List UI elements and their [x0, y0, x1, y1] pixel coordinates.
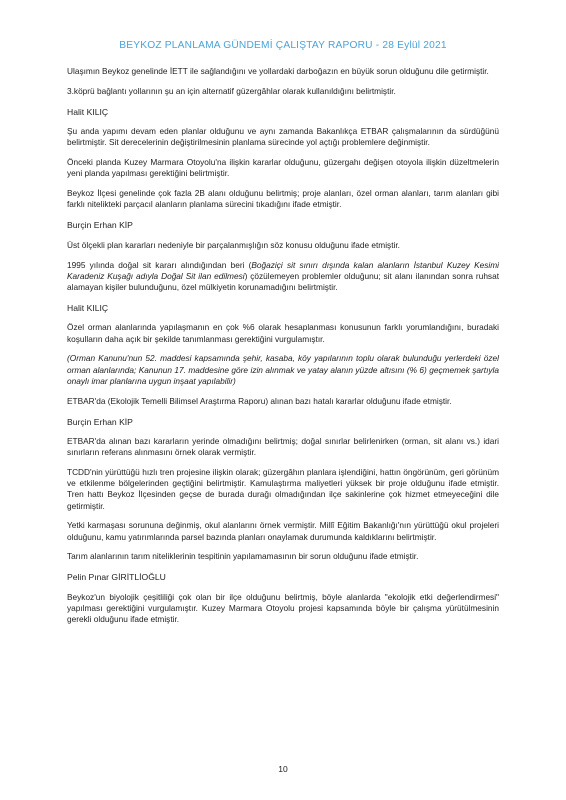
paragraph: TCDD'nin yürüttüğü hızlı tren projesine ilişkin olarak; güzergâhın planlara işlendiğini, hattın öngörünüm, geri görünüm ve etkilenme bölgelerinden geçtiğini belirtmiştir. Kamulaştırma maliyetleri yüksek bir proje olduğunu ifade etmiştir. Tren hattı Beykoz İlçesinden geçse de burada durağı olmadığından ilçe sakinlerine çok hizmet etmeyeceğini dile getirmiştir. [67, 466, 499, 511]
paragraph: Yetki karmaşası sorununa değinmiş, okul alanlarını örnek vermiştir. Millî Eğitim Bakanlığı'nın yürüttüğü okul projeleri olduğunu, kamu yatırımlarında parsel bazında planları onaylamak durumunda kaldıklarını belirtmiştir. [67, 520, 499, 542]
page-body [67, 66, 499, 634]
paragraph: Şu anda yapımı devam eden planlar olduğunu ve aynı zamanda Bakanlıkça ETBAR çalışmalarının da sürdüğünü belirtmiştir. Sit derecelerinin değiştirilmesinin planlama sürecinde yol açtığı problemlere değinmiştir. [67, 126, 499, 148]
speaker-name: Halit KILIÇ [67, 302, 109, 313]
speaker-name: Pelin Pınar GİRİTLİOĞLU [67, 572, 166, 583]
paragraph: Özel orman alanlarında yapılaşmanın en çok %6 olarak hesaplanması konusunun farklı yorumlandığını, buradaki koşulların daha açık bir şekilde tanımlanması gerektiğini vurgulamıştır. [67, 322, 499, 344]
paragraph: Beykoz'un biyolojik çeşitliliği çok olan bir ilçe olduğunu belirtmiş, böyle alanlarda "ekolojik etki değerlendirmesi" yapılması gerektiğini vurgulamıştır. Kuzey Marmara Otoyolu projesi kapsamında böyle bir çalışma yürütülmesinin gerekli olduğunu ifade etmiştir. [67, 591, 499, 625]
paragraph: ETBAR'da alınan bazı kararların yerinde olmadığını belirtmiş; doğal sınırlar belirlenirken (orman, sit alanı vs.) idari sınırların referans alınmasını örnek olarak vermiştir. [67, 435, 499, 458]
italic-quote: Boğaziçi sit sınırı dışında kalan alanların İstanbul Kuzey Kesimi Karadeniz Kuşağı adıyla Doğal Sit ilan edilmesi [67, 259, 499, 281]
paragraph: Önceki planda Kuzey Marmara Otoyolu'na ilişkin kararlar olduğunu, güzergahı değişen otoyola ilişkin düzeltmelerin yeni planda yapılması gerektiğini belirtmiştir. [67, 157, 499, 179]
paragraph: 3.köprü bağlantı yollarının şu an için alternatif güzergâhlar olarak kullanıldığını belirtmiştir. [67, 85, 396, 96]
speaker-name: Halit KILIÇ [67, 106, 109, 117]
paragraph-text: ) çözülemeyen problemler olduğunu; sit alanı ilanından sonra ruhsat alamayan kişiler bulunduğunu, özel mülkiyetin korunamadığını belirtmiştir. [67, 270, 499, 292]
paragraph: Ulaşımın Beykoz genelinde İETT ile sağlandığını ve yollardaki darboğazın en büyük sorun olduğunu dile getirmiştir. [67, 66, 489, 76]
speaker-name: Burçin Erhan KİP [67, 416, 133, 427]
paragraph: Tarım alanlarının tarım niteliklerinin tespitinin yapılamamasının bir sorun olduğunu ifade etmiştir. [67, 551, 419, 562]
page-number: 10 [278, 764, 288, 774]
paragraph: Beykoz İlçesi genelinde çok fazla 2B alanı olduğunu belirtmiş; proje alanları, özel orman alanları, tarım alanları gibi farklı nitelikteki parçacıl alanların planlama sürecini tıkadığını ifade etmiştir. [67, 188, 499, 210]
paragraph [67, 353, 499, 387]
paragraph-text: 1995 yılında doğal sit kararı alındığından beri ( [67, 259, 252, 270]
italic-quote: (Orman Kanunu'nun 52. maddesi kapsamında şehir, kasaba, köy yapılarının toplu olarak bulunduğu yerlerdeki özel orman alanlarında; Kanunun 17. maddesine göre izin alınmak ve yatay alanın yüzde altısını (% 6) geçmemek şartıyla onaylı imar planlarına uygun inşaat yapılabilir) [67, 353, 499, 386]
paragraph: ETBAR'da (Ekolojik Temelli Bilimsel Araştırma Raporu) alınan bazı hatalı kararlar olduğunu ifade etmiştir. [67, 395, 452, 406]
running-header: BEYKOZ PLANLAMA GÜNDEMİ ÇALIŞTAY RAPORU - 28 Eylül 2021 [119, 40, 447, 51]
paragraph [67, 260, 499, 294]
paragraph: Üst ölçekli plan kararları nedeniyle bir parçalanmışlığın söz konusu olduğunu ifade etmiştir. [67, 239, 400, 250]
speaker-name: Burçin Erhan KİP [67, 220, 133, 231]
